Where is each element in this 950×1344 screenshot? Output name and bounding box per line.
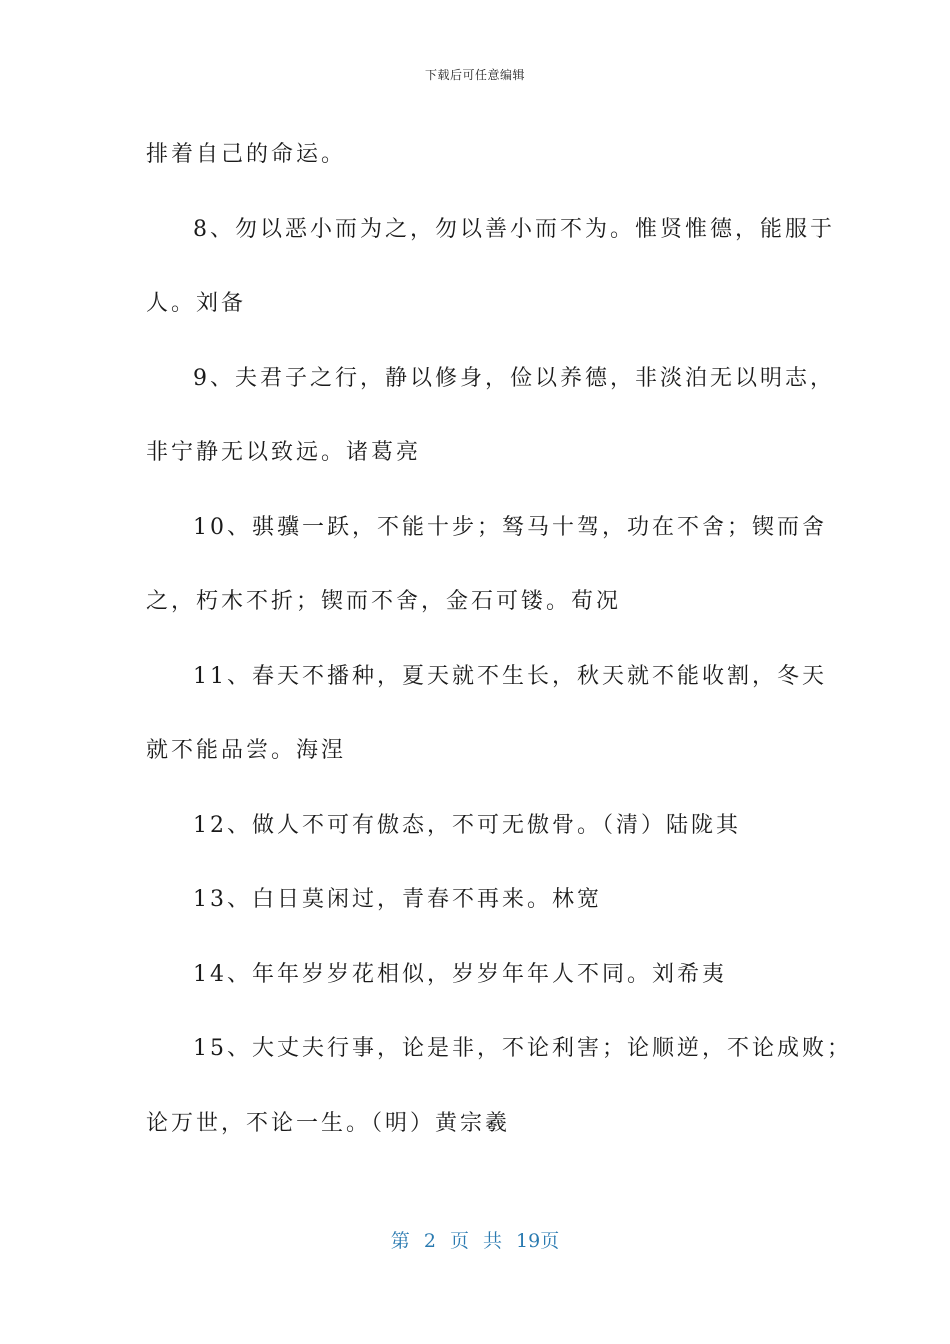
quote-15-line-2: 论万世，不论一生。（明）黄宗羲 xyxy=(146,1110,511,1136)
quote-13: 13、白日莫闲过，青春不再来。林宽 xyxy=(193,887,602,912)
quote-8-line-2: 人。刘备 xyxy=(146,291,247,316)
quote-14: 14、年年岁岁花相似，岁岁年年人不同。刘希夷 xyxy=(193,961,727,987)
quote-9-line-2: 非宁静无以致远。诸葛亮 xyxy=(146,440,422,465)
quote-10-line-1: 10、骐骥一跃，不能十步；驽马十驾，功在不舍；锲而舍 xyxy=(193,514,827,540)
page-header: 下载后可任意编辑 xyxy=(424,68,525,82)
quote-12: 12、做人不可有傲态，不可无傲骨。（清）陆陇其 xyxy=(193,812,741,838)
quote-11-line-2: 就不能品尝。海涅 xyxy=(146,738,347,763)
quote-11-line-1: 11、春天不播种，夏天就不生长，秋天就不能收割，冬天 xyxy=(193,663,827,689)
quote-15-line-1: 15、大丈夫行事，论是非，不论利害；论顺逆，不论成败； xyxy=(193,1036,852,1061)
quote-10-line-2: 之，朽木不折；锲而不舍，金石可镂。荀况 xyxy=(146,589,622,614)
text-line: 排着自己的命运。 xyxy=(146,142,347,167)
document-body xyxy=(146,118,852,1161)
page-number-footer: 第 2 页 共 19页 xyxy=(390,1230,560,1252)
quote-9-line-1: 9、夫君子之行，静以修身，俭以养德，非淡泊无以明志， xyxy=(193,365,835,391)
quote-8-line-1: 8、勿以恶小而为之，勿以善小而不为。惟贤惟德，能服于 xyxy=(193,216,835,242)
